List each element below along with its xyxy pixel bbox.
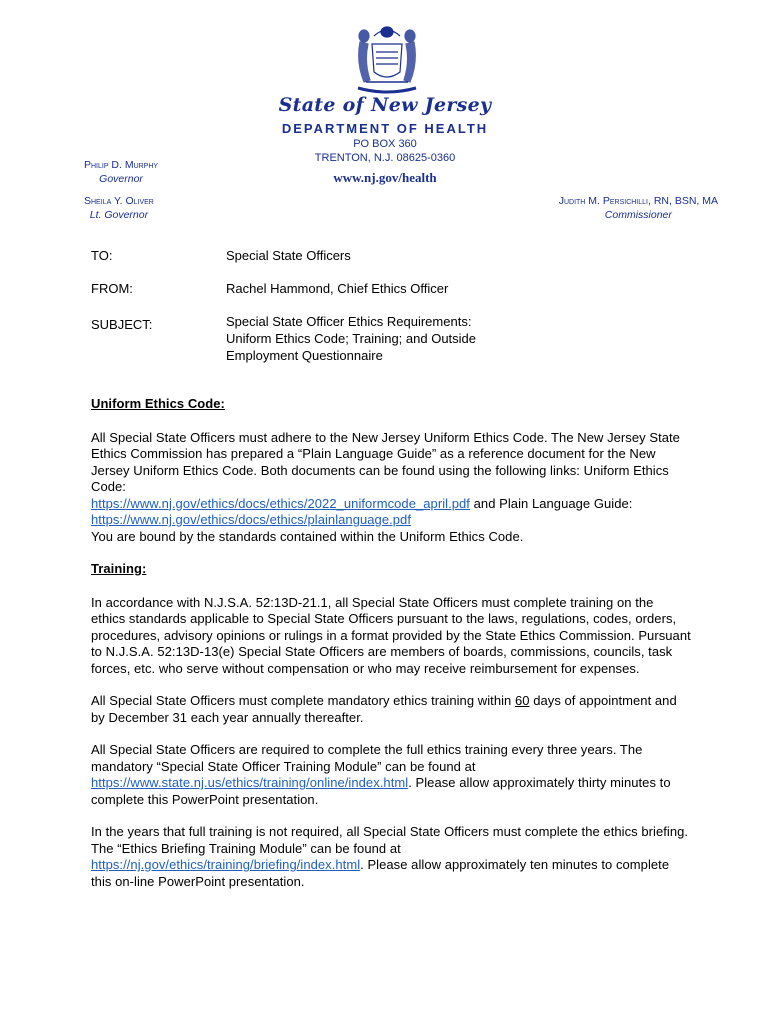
full-training-text-end: . Please allow approximately thirty minutes to complete this PowerPoint presentation. [91,775,671,807]
memo-body [91,396,691,906]
briefing-text: In the years that full training is not required, all Special State Officers must complete the ethics briefing. The “Ethics Briefing Training Module” can be found at [91,824,689,856]
uniform-code-link[interactable]: https://www.nj.gov/ethics/docs/ethics/2022_uniformcode_april.pdf [91,495,470,511]
lt-governor-title: Lt. Governor [89,209,149,221]
memo-from-label: FROM: [91,281,133,296]
training-deadline-text: All Special State Officers must complete mandatory ethics training within [91,693,515,708]
department-website[interactable]: www.nj.gov/health [333,170,437,185]
commissioner-block [559,194,718,222]
address-city: TRENTON, N.J. 08625-0360 [314,152,456,164]
state-name: State of New Jersey [278,94,492,116]
briefing-link[interactable]: https://nj.gov/ethics/training/briefing/index.html [91,857,361,872]
department-name: DEPARTMENT OF HEALTH [281,121,489,136]
ethics-code-closing-text: You are bound by the standards contained within the Uniform Ethics Code. [91,528,524,544]
ethics-code-text: All Special State Officers must adhere to the New Jersey Uniform Ethics Code. The New Jersey State Ethics Commission has prepared a “Plain Language Guide” as a reference document for the New Jersey Uniform Ethics Code. Both documents can be found using the following links: Uniform Ethics Code: [91,429,680,494]
memo-to-label: TO: [91,248,113,263]
memo-to-value: Special State Officers [226,248,351,263]
governor-title: Governor [99,173,143,185]
lt-governor-name: Sheila Y. Oliver [84,195,154,207]
briefing-text-end: . Please allow approximately ten minutes to complete this on-line PowerPoint presentation. [91,857,670,889]
full-training-link[interactable]: https://www.state.nj.us/ethics/training/online/index.html [91,775,409,790]
training-heading: Training: [91,561,147,576]
memo-subject-label: SUBJECT: [91,317,153,332]
ethics-code-paragraph [91,430,691,546]
memo-subject-value: Special State Officer Ethics Requirements: Uniform Ethics Code; Training; and Outside Employment Questionnaire [226,314,477,363]
governor-name: Philip D. Murphy [84,159,159,171]
memo-from-value: Rachel Hammond, Chief Ethics Officer [226,281,449,296]
commissioner-name: Judith M. Persichilli [558,195,648,207]
lt-governor-block [84,194,154,222]
ethics-code-heading: Uniform Ethics Code: [91,396,225,411]
training-paragraph-4 [91,824,691,890]
training-paragraph-2 [91,693,691,726]
address-po-box: PO BOX 360 [353,138,417,150]
state-seal-icon [352,22,422,98]
training-paragraph-3 [91,742,691,808]
plain-language-link[interactable]: https://www.nj.gov/ethics/docs/ethics/plainlanguage.pdf [91,512,411,527]
training-days-value: 60 [514,693,530,708]
governor-block [84,158,158,186]
training-deadline-text-end: days of appointment and by December 31 each year annually thereafter. [91,693,677,725]
commissioner-credentials: , RN, BSN, MA [647,195,718,207]
ethics-code-mid-text: and Plain Language Guide: [469,495,633,511]
full-training-text: All Special State Officers are required to complete the full ethics training every three years. The mandatory “Special State Officer Training Module” can be found at [91,742,643,774]
training-paragraph-1: In accordance with N.J.S.A. 52:13D-21.1, all Special State Officers must complete training on the ethics standards applicable to Special State Officers pursuant to the laws, regulations, codes, orders, procedures, advisory opinions or rulings in a format provided by the State Ethics Commission. Pursuant to N.J.S.A. 52:13D-13(e) Special State Officers are members of boards, commissions, councils, task forces, etc. who serve without compensation or who may receive reimbursement for expenses. [91,594,691,676]
commissioner-title: Commissioner [604,209,672,221]
